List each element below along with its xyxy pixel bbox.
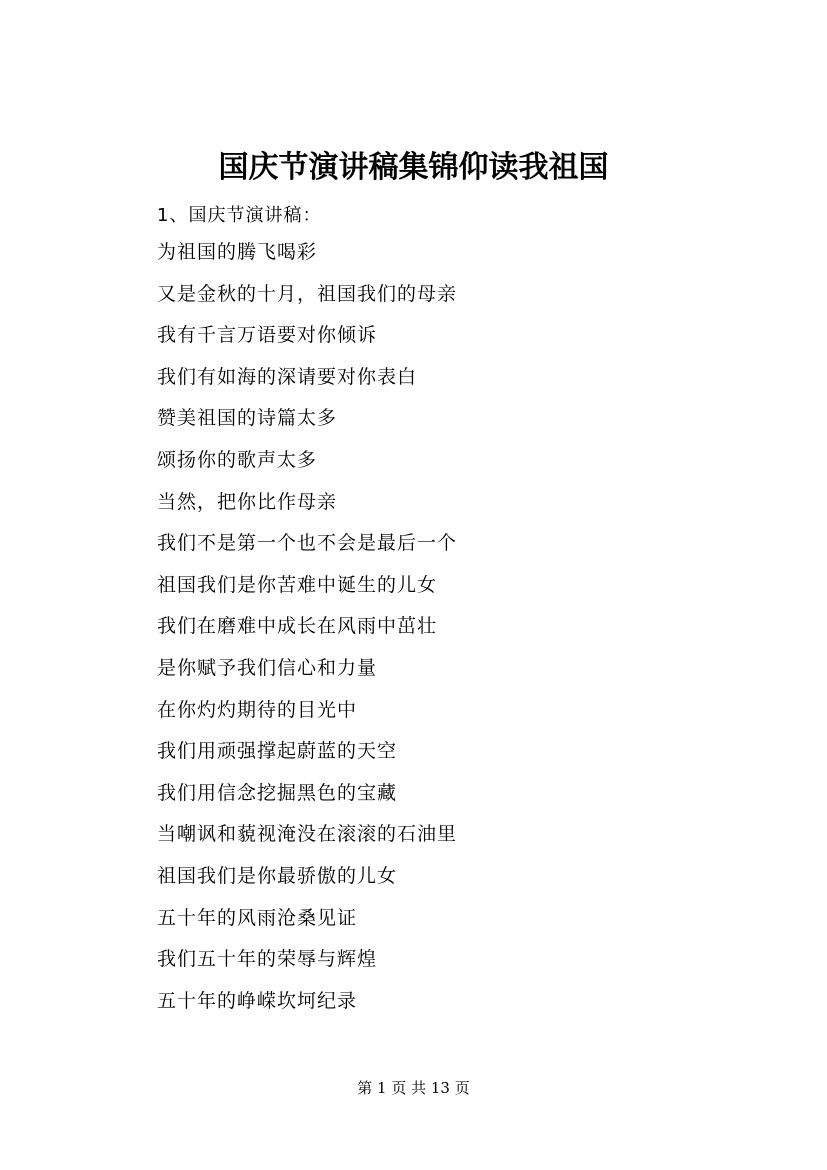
- text-line: 当然，把你比作母亲: [157, 490, 338, 513]
- text-line: 五十年的风雨沧桑见证: [157, 906, 358, 929]
- text-line: 在你灼灼期待的目光中: [157, 698, 358, 721]
- text-line: 我们五十年的荣辱与辉煌: [157, 948, 378, 971]
- text-line: 我们有如海的深请要对你表白: [157, 365, 418, 388]
- text-line: 我们在磨难中成长在风雨中茁壮: [157, 615, 438, 638]
- text-line: 是你赋予我们信心和力量: [157, 656, 378, 679]
- text-line: 我有千言万语要对你倾诉: [157, 324, 378, 347]
- text-line: 为祖国的腾飞喝彩: [157, 241, 318, 263]
- text-line: 1、国庆节演讲稿：: [157, 205, 322, 226]
- text-line: 颂扬你的歌声太多: [157, 448, 318, 471]
- document-body: [157, 200, 717, 1022]
- text-line: 我们用信念挖掘黑色的宝藏: [157, 781, 398, 804]
- text-line: 又是金秋的十月，祖国我们的母亲: [157, 282, 458, 305]
- text-line: 祖国我们是你最骄傲的儿女: [157, 864, 398, 887]
- text-line: 赞美祖国的诗篇太多: [157, 407, 338, 430]
- text-line: 我们用顽强撑起蔚蓝的天空: [157, 740, 398, 763]
- text-line: 祖国我们是你苦难中诞生的儿女: [157, 573, 438, 596]
- document-title: 国庆节演讲稿集锦仰读我祖国: [218, 150, 609, 185]
- text-line: 我们不是第一个也不会是最后一个: [157, 532, 458, 555]
- page-number-footer: 第 1 页 共 13 页: [357, 1079, 470, 1097]
- text-line: 五十年的峥嵘坎坷纪录: [157, 989, 358, 1012]
- text-line: 当嘲讽和藐视淹没在滚滚的石油里: [157, 823, 458, 846]
